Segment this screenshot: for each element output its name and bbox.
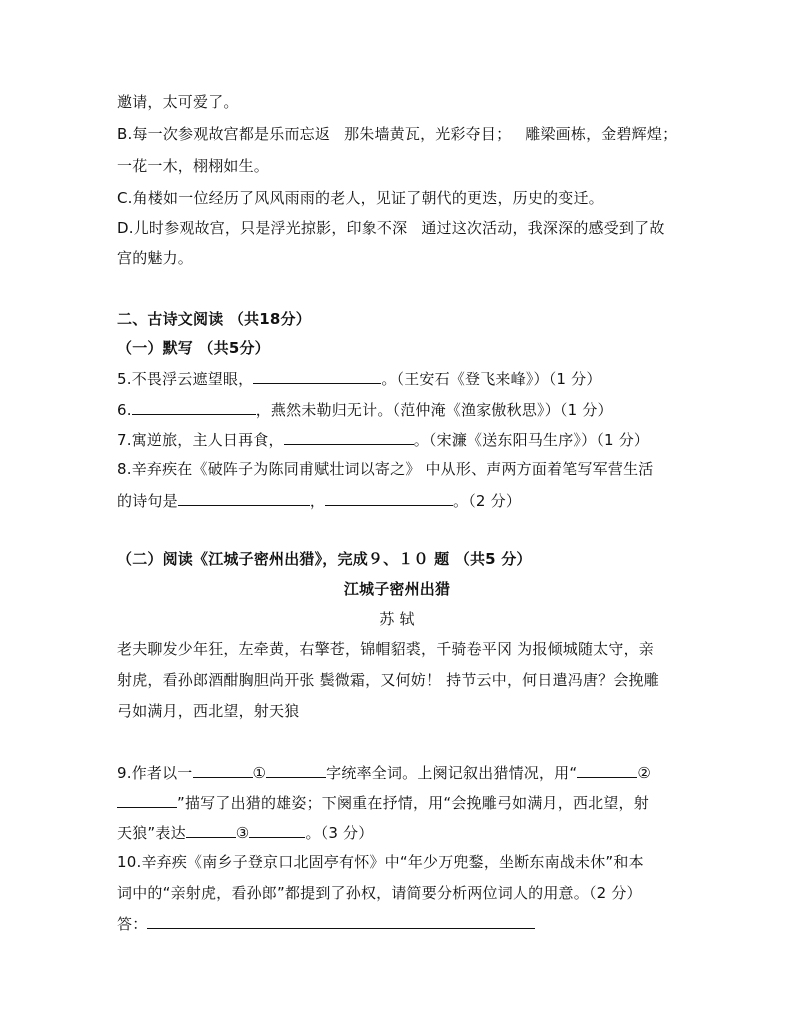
q9-blank-3b[interactable] (249, 822, 305, 838)
q5-answer-blank[interactable] (253, 368, 381, 384)
question-8-line2 (117, 490, 677, 511)
poem-line-1: 老夫聊发少年狂，左牵黄，右擎苍，锦帽貂裘，千骑卷平冈 为报倾城随太守，亲 (117, 640, 654, 658)
q9-marker-1: ① (252, 764, 267, 782)
option-d-line1 (117, 218, 677, 238)
q9-text-4: 天狼”表达 (117, 824, 186, 842)
q8-comma: ， (309, 492, 326, 510)
option-b-line2: 一花一木，栩栩如生。 (117, 157, 270, 175)
q9-blank-2b[interactable] (117, 792, 177, 808)
q8-answer-blank-2[interactable] (325, 490, 453, 506)
q9-blank-2a[interactable] (577, 762, 637, 778)
q9-marker-2: ② (637, 764, 652, 782)
option-d-part1: D.儿时参观故宫，只是浮光掠影，印象不深 (117, 219, 408, 237)
question-6 (117, 399, 677, 420)
option-b-line1 (117, 124, 677, 144)
q9-text-3: ”描写了出猎的雄姿；下阕重在抒情，用“会挽雕弓如满月，西北望，射 (177, 794, 649, 812)
question-9-line2 (117, 792, 677, 813)
option-b-part2: 那朱墙黄瓦，光彩夺目； (344, 125, 512, 143)
question-10-line3 (117, 913, 677, 934)
poem-author: 苏 轼 (379, 610, 415, 628)
option-c: C.角楼如一位经历了风风雨雨的老人，见证了朝代的更迭，历史的变迁。 (117, 189, 604, 207)
poem-title: 江城子密州出猎 (343, 580, 451, 598)
q9-blank-1b[interactable] (266, 762, 326, 778)
q6-answer-blank[interactable] (132, 399, 256, 415)
q9-text-2: 字统率全词。上阕记叙出猎情况，用“ (326, 764, 578, 782)
question-9-line3 (117, 822, 677, 843)
question-10-line2: 词中的“亲射虎，看孙郎”都提到了孙权，请简要分析两位词人的用意。（2 分） (117, 884, 642, 902)
q9-blank-3a[interactable] (186, 822, 236, 838)
q8-text: 的诗句是 (117, 492, 178, 510)
q10-answer-blank[interactable] (147, 913, 535, 929)
option-d-line2: 宫的魅力。 (117, 249, 194, 267)
q7-source: 。（宋濂《送东阳马生序》）（1 分） (413, 431, 650, 449)
question-7 (117, 429, 677, 450)
q7-text: 7.寓逆旅，主人日再食， (117, 431, 284, 449)
q8-points: 。（2 分） (453, 492, 522, 510)
q9-marker-3: ③ (235, 824, 250, 842)
poem-line-3: 弓如满月，西北望，射天狼 (117, 702, 300, 720)
option-b-part1: B.每一次参观故宫都是乐而忘返 (117, 125, 331, 143)
q6-number: 6. (117, 401, 132, 419)
q9-blank-1a[interactable] (193, 762, 253, 778)
q5-text: 5.不畏浮云遮望眼， (117, 370, 254, 388)
q8-answer-blank-1[interactable] (178, 490, 310, 506)
q9-text-1: 9.作者以一 (117, 764, 193, 782)
option-a-end: 邀请，太可爱了。 (117, 93, 239, 111)
q5-source: 。（王安石《登飞来峰》）（1 分） (381, 370, 602, 388)
section-2-title: 二、古诗文阅读 （共18分） (117, 310, 311, 328)
question-10-line1: 10.辛弃疾《南乡子登京口北固亭有怀》中“年少万兜鍪，坐断东南战未休”和本 (117, 853, 644, 871)
poem-line-2: 射虎，看孙郎酒酣胸胆尚开张 鬓微霜，又何妨！ 持节云中，何日遣冯唐？会挽雕 (117, 671, 659, 689)
q7-answer-blank[interactable] (284, 429, 414, 445)
question-9-line1 (117, 762, 677, 783)
option-d-part2: 通过这次活动，我深深的感受到了故 (421, 219, 665, 237)
q6-text: ，燕然未勒归无计。（范仲淹《渔家傲秋思》）（1 分） (255, 401, 613, 419)
q9-points: 。（3 分） (305, 824, 374, 842)
question-8-line1: 8.辛弃疾在《破阵子为陈同甫赋壮词以寄之》 中从形、声两方面着笔写军营生活 (117, 460, 654, 478)
question-5 (117, 368, 677, 389)
option-b-part3: 雕梁画栋，金碧辉煌； (525, 125, 678, 143)
subsection-1-title: （一）默写 （共5分） (117, 339, 270, 357)
subsection-2-title: （二）阅读《江城子密州出猎》，完成９、１０ 题 （共5 分） (117, 550, 532, 568)
q10-answer-label: 答： (117, 915, 148, 933)
